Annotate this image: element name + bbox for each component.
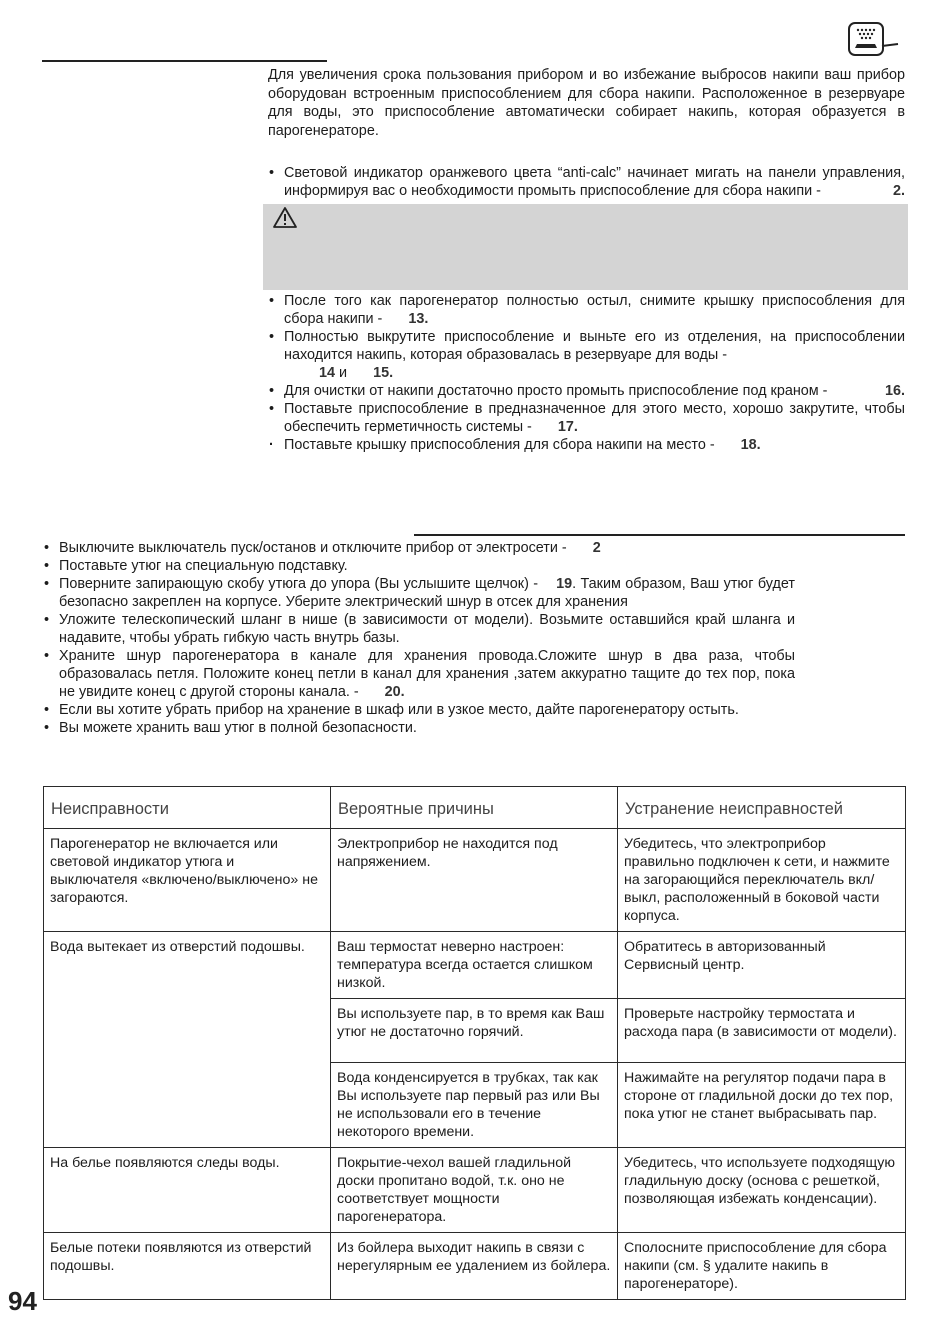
list-item: • Храните шнур парогенератора в канале для хранения провода.Сложите шнур в два раза, чтобы образовалась петля. Положите конец петли в канал для хранения ,затем аккуратно тащите до тех пор, пока не увидите конец с другой стороны канала. - 20.: [43, 647, 795, 701]
cause-cell: Ваш термостат неверно настроен: температура всегда остается слишком низкой.: [331, 932, 618, 999]
list-item: • Выключите выключатель пуск/останов и отключите прибор от электросети - 2: [43, 539, 795, 557]
list-item: • Полностью выкрутите приспособление и выньте его из отделения, на приспособлении находится накипь, которая образовалась в резервуаре для воды - 14 и 15.: [268, 328, 905, 382]
cause-cell: Покрытие-чехол вашей гладильной доски пропитано водой, т.к. оно не соответствует мощности парогенератора.: [331, 1148, 618, 1233]
steam-iron-icon: [846, 20, 902, 60]
fix-cell: Сполосните приспособление для сбора накипи (см. § удалите накипь в парогенераторе).: [618, 1233, 906, 1300]
list-item: · Поставьте крышку приспособления для сбора накипи на место - 18.: [268, 436, 905, 454]
list-item: • Уложите телескопический шланг в нише (в зависимости от модели). Возьмите оставшийся край шланга и надавите, чтобы убрать гибкую часть внутрь базы.: [43, 611, 795, 647]
list-item: • Если вы хотите убрать прибор на хранение в шкаф или в узкое место, дайте парогенератору остыть.: [43, 701, 795, 719]
troubleshooting-table: [43, 786, 906, 1300]
list-item: • Для очистки от накипи достаточно просто промыть приспособление под краном - 16.: [268, 382, 905, 400]
cause-cell: Электроприбор не находится под напряжением.: [331, 829, 618, 932]
table-row: [44, 932, 906, 999]
problem-cell: На белье появляются следы воды.: [44, 1148, 331, 1233]
list-item: • Световой индикатор оранжевого цвета “anti-calc” начинает мигать на панели управления, информируя вас о необходимости промыть приспособление для сбора накипи - 2.: [268, 164, 905, 200]
cause-cell: Вы используете пар, в то время как Ваш утюг не достаточно горячий.: [331, 999, 618, 1063]
problem-cell: Парогенератор не включается или световой индикатор утюга и выключателя «включено/выключено» не загораются.: [44, 829, 331, 932]
warning-triangle-icon: [272, 206, 298, 235]
page-number: 94: [8, 1286, 37, 1316]
section-rule-storage: [414, 534, 905, 536]
warning-box: [263, 204, 908, 290]
section-rule-top: [42, 60, 327, 62]
fix-cell: Обратитесь в авторизованный Сервисный центр.: [618, 932, 906, 999]
list-item: • После того как парогенератор полностью остыл, снимите крышку приспособления для сбора накипи - 13.: [268, 292, 905, 328]
cause-cell: Вода конденсируется в трубках, так как Вы используете пар первый раз или Вы не использовали его в течение некоторого времени.: [331, 1063, 618, 1148]
list-item: • Поставьте утюг на специальную подставку.: [43, 557, 795, 575]
fix-cell: Нажимайте на регулятор подачи пара в стороне от гладильной доски до тех пор, пока утюг не станет выбрасывать пар.: [618, 1063, 906, 1148]
indicator-list: [268, 164, 905, 200]
fix-cell: Убедитесь, что используете подходящую гладильную доску (основа с решеткой, позволяющая избежать конденсации).: [618, 1148, 906, 1233]
fix-cell: Проверьте настройку термостата и расхода пара (в зависимости от модели).: [618, 999, 906, 1063]
list-item: • Поверните запирающую скобу утюга до упора (Вы услышите щелчок) - 19. Таким образом, Ваш утюг будет безопасно закреплен на корпусе. Уберите электрический шнур в отсек для хранения: [43, 575, 795, 611]
list-item: • Вы можете хранить ваш утюг в полной безопасности.: [43, 719, 795, 737]
column-header: Неисправности: [44, 787, 331, 829]
table-header-row: [44, 787, 906, 829]
table-row: [44, 1233, 906, 1300]
intro-paragraph: Для увеличения срока пользования прибором и во избежание выбросов накипи ваш прибор оборудован встроенным приспособлением для сбора накипи. Расположенное в резервуаре для воды, это приспособление автоматически собирает накипь, которая образуется в парогенераторе.: [268, 67, 905, 139]
fix-cell: Убедитесь, что электроприбор правильно подключен к сети, и нажмите на загорающийся переключатель вкл/выкл, расположенный в боковой части корпуса.: [618, 829, 906, 932]
problem-cell: Белые потеки появляются из отверстий подошвы.: [44, 1233, 331, 1300]
column-header: Вероятные причины: [331, 787, 618, 829]
table-row: [44, 829, 906, 932]
table-row: [44, 1148, 906, 1233]
descale-steps-list: [268, 292, 905, 454]
storage-steps-list: [43, 539, 795, 737]
list-item: • Поставьте приспособление в предназначенное для этого место, хорошо закрутите, чтобы обеспечить герметичность системы - 17.: [268, 400, 905, 436]
cause-cell: Из бойлера выходит накипь в связи с нерегулярным ее удалением из бойлера.: [331, 1233, 618, 1300]
column-header: Устранение неисправностей: [618, 787, 906, 829]
problem-cell: Вода вытекает из отверстий подошвы.: [44, 932, 331, 1148]
